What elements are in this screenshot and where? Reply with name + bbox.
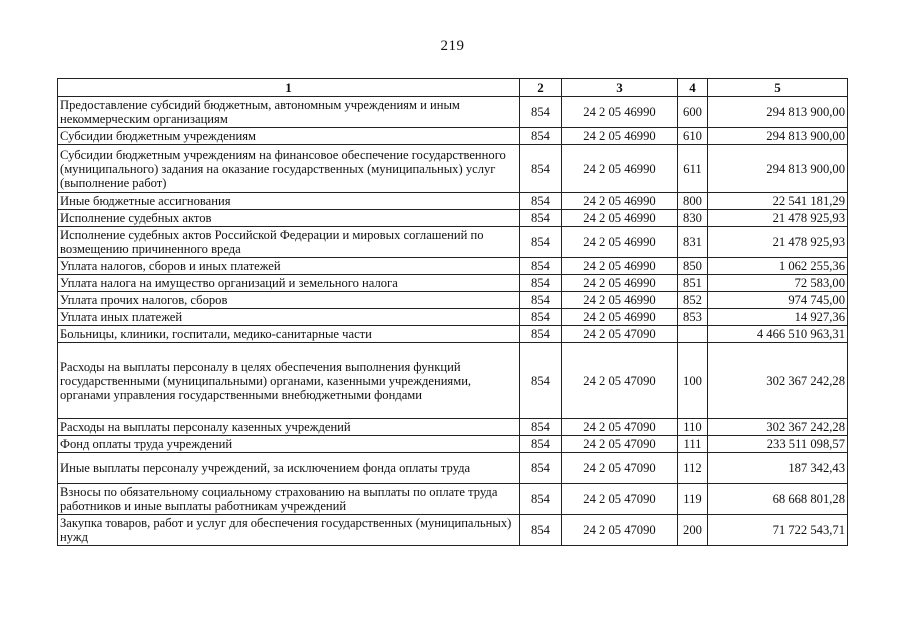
cell-ministry-code: 854 [520, 309, 562, 326]
cell-expense-type: 100 [678, 343, 708, 419]
cell-name: Субсидии бюджетным учреждениям на финансовое обеспечение государственного (муниципального) задания на оказание государственных (муниципальных) услуг (выполнение работ) [58, 145, 520, 193]
cell-name: Больницы, клиники, госпитали, медико-санитарные части [58, 326, 520, 343]
cell-ministry-code: 854 [520, 326, 562, 343]
cell-ministry-code: 854 [520, 227, 562, 258]
cell-name: Фонд оплаты труда учреждений [58, 436, 520, 453]
cell-name: Уплата налога на имущество организаций и земельного налога [58, 275, 520, 292]
cell-amount: 21 478 925,93 [708, 210, 848, 227]
table-body [58, 97, 848, 546]
cell-ministry-code: 854 [520, 145, 562, 193]
cell-expense-type: 110 [678, 419, 708, 436]
cell-target-article: 24 2 05 46990 [562, 227, 678, 258]
cell-expense-type: 831 [678, 227, 708, 258]
cell-expense-type: 119 [678, 484, 708, 515]
table-row [58, 227, 848, 258]
cell-name: Уплата иных платежей [58, 309, 520, 326]
cell-target-article: 24 2 05 47090 [562, 436, 678, 453]
cell-expense-type: 200 [678, 515, 708, 546]
cell-name: Субсидии бюджетным учреждениям [58, 128, 520, 145]
cell-name: Закупка товаров, работ и услуг для обеспечения государственных (муниципальных) нужд [58, 515, 520, 546]
cell-ministry-code: 854 [520, 97, 562, 128]
cell-target-article: 24 2 05 46990 [562, 292, 678, 309]
cell-ministry-code: 854 [520, 343, 562, 419]
cell-target-article: 24 2 05 47090 [562, 326, 678, 343]
cell-expense-type: 112 [678, 453, 708, 484]
cell-target-article: 24 2 05 46990 [562, 145, 678, 193]
cell-ministry-code: 854 [520, 484, 562, 515]
cell-target-article: 24 2 05 46990 [562, 275, 678, 292]
cell-name: Расходы на выплаты персоналу в целях обеспечения выполнения функций государственными (муниципальными) органами, казенными учреждениями, органами управления государственными внебюджетными фондами [58, 343, 520, 419]
cell-target-article: 24 2 05 46990 [562, 309, 678, 326]
header-col-2: 2 [520, 79, 562, 97]
cell-name: Уплата налогов, сборов и иных платежей [58, 258, 520, 275]
header-col-1: 1 [58, 79, 520, 97]
table-row [58, 97, 848, 128]
cell-amount: 1 062 255,36 [708, 258, 848, 275]
cell-name: Исполнение судебных актов [58, 210, 520, 227]
cell-name: Исполнение судебных актов Российской Федерации и мировых соглашений по возмещению причиненного вреда [58, 227, 520, 258]
cell-expense-type: 611 [678, 145, 708, 193]
cell-expense-type: 111 [678, 436, 708, 453]
cell-name: Расходы на выплаты персоналу казенных учреждений [58, 419, 520, 436]
cell-target-article: 24 2 05 47090 [562, 453, 678, 484]
table-row [58, 309, 848, 326]
table-row [58, 343, 848, 419]
table-row [58, 453, 848, 484]
cell-ministry-code: 854 [520, 210, 562, 227]
table-row [58, 326, 848, 343]
cell-target-article: 24 2 05 47090 [562, 343, 678, 419]
table-header-row [58, 79, 848, 97]
cell-expense-type: 610 [678, 128, 708, 145]
budget-table [57, 78, 848, 546]
cell-expense-type: 853 [678, 309, 708, 326]
cell-name: Иные выплаты персоналу учреждений, за исключением фонда оплаты труда [58, 453, 520, 484]
cell-expense-type [678, 326, 708, 343]
table-row [58, 128, 848, 145]
table-row [58, 145, 848, 193]
cell-target-article: 24 2 05 46990 [562, 97, 678, 128]
cell-amount: 294 813 900,00 [708, 97, 848, 128]
cell-name: Взносы по обязательному социальному страхованию на выплаты по оплате труда работников и иные выплаты работникам учреждений [58, 484, 520, 515]
table-row [58, 210, 848, 227]
table-row [58, 436, 848, 453]
cell-expense-type: 852 [678, 292, 708, 309]
cell-ministry-code: 854 [520, 292, 562, 309]
cell-amount: 187 342,43 [708, 453, 848, 484]
header-col-3: 3 [562, 79, 678, 97]
cell-ministry-code: 854 [520, 258, 562, 275]
header-col-4: 4 [678, 79, 708, 97]
cell-target-article: 24 2 05 46990 [562, 128, 678, 145]
cell-expense-type: 600 [678, 97, 708, 128]
cell-ministry-code: 854 [520, 453, 562, 484]
cell-amount: 233 511 098,57 [708, 436, 848, 453]
cell-amount: 71 722 543,71 [708, 515, 848, 546]
cell-ministry-code: 854 [520, 436, 562, 453]
cell-amount: 14 927,36 [708, 309, 848, 326]
cell-expense-type: 800 [678, 193, 708, 210]
page-number: 219 [440, 38, 465, 54]
cell-amount: 294 813 900,00 [708, 145, 848, 193]
table-row [58, 193, 848, 210]
cell-target-article: 24 2 05 46990 [562, 210, 678, 227]
cell-target-article: 24 2 05 46990 [562, 193, 678, 210]
cell-target-article: 24 2 05 47090 [562, 484, 678, 515]
cell-ministry-code: 854 [520, 419, 562, 436]
cell-target-article: 24 2 05 47090 [562, 515, 678, 546]
cell-name: Предоставление субсидий бюджетным, автономным учреждениям и иным некоммерческим организациям [58, 97, 520, 128]
cell-name: Иные бюджетные ассигнования [58, 193, 520, 210]
cell-amount: 21 478 925,93 [708, 227, 848, 258]
cell-target-article: 24 2 05 46990 [562, 258, 678, 275]
table-row [58, 292, 848, 309]
cell-ministry-code: 854 [520, 515, 562, 546]
cell-amount: 294 813 900,00 [708, 128, 848, 145]
table-row [58, 275, 848, 292]
cell-amount: 974 745,00 [708, 292, 848, 309]
table-row [58, 484, 848, 515]
header-col-5: 5 [708, 79, 848, 97]
table-row [58, 258, 848, 275]
cell-ministry-code: 854 [520, 275, 562, 292]
cell-target-article: 24 2 05 47090 [562, 419, 678, 436]
cell-expense-type: 851 [678, 275, 708, 292]
table-row [58, 515, 848, 546]
cell-amount: 302 367 242,28 [708, 343, 848, 419]
cell-amount: 22 541 181,29 [708, 193, 848, 210]
cell-amount: 302 367 242,28 [708, 419, 848, 436]
cell-amount: 72 583,00 [708, 275, 848, 292]
cell-amount: 4 466 510 963,31 [708, 326, 848, 343]
cell-amount: 68 668 801,28 [708, 484, 848, 515]
cell-ministry-code: 854 [520, 128, 562, 145]
cell-expense-type: 850 [678, 258, 708, 275]
cell-name: Уплата прочих налогов, сборов [58, 292, 520, 309]
cell-expense-type: 830 [678, 210, 708, 227]
table-row [58, 419, 848, 436]
cell-ministry-code: 854 [520, 193, 562, 210]
